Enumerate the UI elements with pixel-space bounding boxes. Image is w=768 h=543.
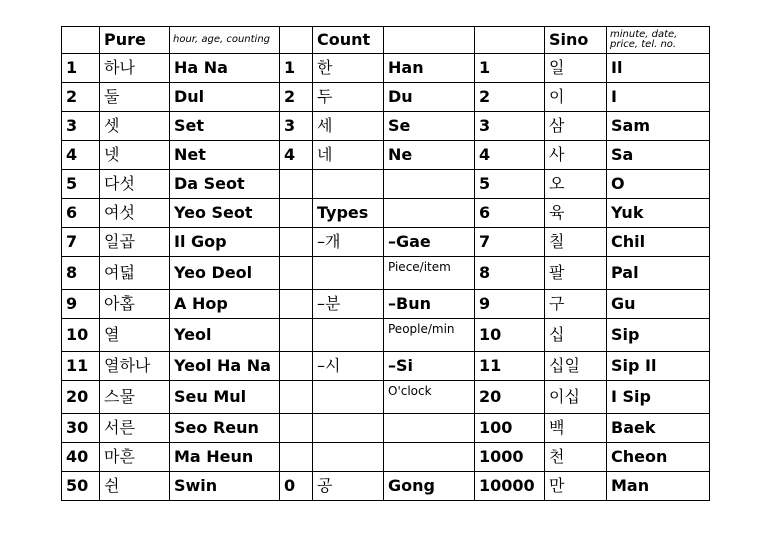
count-romanization: –Gae xyxy=(384,228,475,257)
count-korean xyxy=(313,414,384,443)
header-count: Count xyxy=(313,27,384,54)
count-korean: 공 xyxy=(313,472,384,501)
pure-romanization: Dul xyxy=(170,83,280,112)
table-row xyxy=(62,170,710,199)
sino-romanization: Sa xyxy=(607,141,710,170)
count-number xyxy=(280,228,313,257)
count-number xyxy=(280,352,313,381)
header-pure: Pure xyxy=(100,27,170,54)
sino-korean: 만 xyxy=(545,472,607,501)
pure-romanization: Yeo Seot xyxy=(170,199,280,228)
sino-number: 20 xyxy=(475,381,545,414)
pure-romanization: Il Gop xyxy=(170,228,280,257)
pure-number: 7 xyxy=(62,228,100,257)
sino-romanization: Yuk xyxy=(607,199,710,228)
pure-number: 50 xyxy=(62,472,100,501)
sino-romanization: Cheon xyxy=(607,443,710,472)
sino-romanization: Baek xyxy=(607,414,710,443)
sino-korean: 사 xyxy=(545,141,607,170)
pure-romanization: Yeo Deol xyxy=(170,257,280,290)
header-blank xyxy=(62,27,100,54)
sino-korean: 십일 xyxy=(545,352,607,381)
count-number xyxy=(280,290,313,319)
pure-number: 6 xyxy=(62,199,100,228)
sino-romanization: Sip xyxy=(607,319,710,352)
count-romanization: O'clock xyxy=(384,381,475,414)
pure-romanization: Set xyxy=(170,112,280,141)
sino-romanization: Gu xyxy=(607,290,710,319)
sino-korean: 오 xyxy=(545,170,607,199)
pure-number: 5 xyxy=(62,170,100,199)
sino-korean: 이 xyxy=(545,83,607,112)
sino-korean: 일 xyxy=(545,54,607,83)
sino-romanization: Chil xyxy=(607,228,710,257)
sino-romanization: I Sip xyxy=(607,381,710,414)
count-romanization: Du xyxy=(384,83,475,112)
sino-korean: 천 xyxy=(545,443,607,472)
pure-romanization: Seu Mul xyxy=(170,381,280,414)
table-row xyxy=(62,352,710,381)
count-korean: 한 xyxy=(313,54,384,83)
sino-number: 1000 xyxy=(475,443,545,472)
table-row xyxy=(62,54,710,83)
sino-number: 4 xyxy=(475,141,545,170)
count-romanization xyxy=(384,443,475,472)
count-romanization: Han xyxy=(384,54,475,83)
pure-number: 9 xyxy=(62,290,100,319)
table-row xyxy=(62,141,710,170)
pure-number: 11 xyxy=(62,352,100,381)
table-row xyxy=(62,199,710,228)
count-korean xyxy=(313,381,384,414)
sino-romanization: O xyxy=(607,170,710,199)
sino-korean: 백 xyxy=(545,414,607,443)
sino-number: 7 xyxy=(475,228,545,257)
sino-number: 8 xyxy=(475,257,545,290)
table-row xyxy=(62,443,710,472)
count-romanization: Piece/item xyxy=(384,257,475,290)
count-romanization: –Bun xyxy=(384,290,475,319)
pure-number: 3 xyxy=(62,112,100,141)
count-korean: 세 xyxy=(313,112,384,141)
count-number xyxy=(280,257,313,290)
sino-number: 100 xyxy=(475,414,545,443)
header-sino: Sino xyxy=(545,27,607,54)
table-row xyxy=(62,257,710,290)
sino-korean: 십 xyxy=(545,319,607,352)
count-number xyxy=(280,414,313,443)
pure-number: 40 xyxy=(62,443,100,472)
table-row xyxy=(62,228,710,257)
pure-korean: 일곱 xyxy=(100,228,170,257)
sino-korean: 팔 xyxy=(545,257,607,290)
pure-romanization: Yeol xyxy=(170,319,280,352)
count-romanization: Gong xyxy=(384,472,475,501)
pure-number: 8 xyxy=(62,257,100,290)
sino-korean: 칠 xyxy=(545,228,607,257)
sino-korean: 구 xyxy=(545,290,607,319)
sino-romanization: Sip Il xyxy=(607,352,710,381)
pure-romanization: A Hop xyxy=(170,290,280,319)
table-row xyxy=(62,472,710,501)
count-korean: –분 xyxy=(313,290,384,319)
count-number xyxy=(280,443,313,472)
sino-korean: 이십 xyxy=(545,381,607,414)
pure-korean: 서른 xyxy=(100,414,170,443)
pure-romanization: Seo Reun xyxy=(170,414,280,443)
header-blank xyxy=(384,27,475,54)
count-number xyxy=(280,170,313,199)
count-number xyxy=(280,319,313,352)
pure-korean: 하나 xyxy=(100,54,170,83)
count-number xyxy=(280,381,313,414)
pure-korean: 아홉 xyxy=(100,290,170,319)
sino-number: 1 xyxy=(475,54,545,83)
count-korean: Types xyxy=(313,199,384,228)
count-romanization xyxy=(384,414,475,443)
pure-korean: 쉰 xyxy=(100,472,170,501)
sino-korean: 삼 xyxy=(545,112,607,141)
pure-korean: 둘 xyxy=(100,83,170,112)
header-pure-note: hour, age, counting xyxy=(170,27,280,54)
sino-number: 5 xyxy=(475,170,545,199)
pure-romanization: Ha Na xyxy=(170,54,280,83)
count-korean: –개 xyxy=(313,228,384,257)
table-row xyxy=(62,112,710,141)
pure-romanization: Da Seot xyxy=(170,170,280,199)
count-korean xyxy=(313,170,384,199)
pure-number: 1 xyxy=(62,54,100,83)
count-korean xyxy=(313,319,384,352)
sino-korean: 육 xyxy=(545,199,607,228)
pure-number: 4 xyxy=(62,141,100,170)
header-blank xyxy=(280,27,313,54)
sino-number: 9 xyxy=(475,290,545,319)
pure-korean: 여덟 xyxy=(100,257,170,290)
sino-romanization: Il xyxy=(607,54,710,83)
count-korean: 두 xyxy=(313,83,384,112)
pure-korean: 다섯 xyxy=(100,170,170,199)
pure-romanization: Net xyxy=(170,141,280,170)
pure-number: 2 xyxy=(62,83,100,112)
count-romanization: Se xyxy=(384,112,475,141)
pure-number: 20 xyxy=(62,381,100,414)
pure-romanization: Yeol Ha Na xyxy=(170,352,280,381)
pure-korean: 열 xyxy=(100,319,170,352)
sino-romanization: I xyxy=(607,83,710,112)
pure-korean: 열하나 xyxy=(100,352,170,381)
pure-korean: 마흔 xyxy=(100,443,170,472)
sino-romanization: Pal xyxy=(607,257,710,290)
pure-romanization: Swin xyxy=(170,472,280,501)
pure-number: 10 xyxy=(62,319,100,352)
pure-korean: 셋 xyxy=(100,112,170,141)
pure-korean: 넷 xyxy=(100,141,170,170)
sino-romanization: Sam xyxy=(607,112,710,141)
count-romanization: People/min xyxy=(384,319,475,352)
sino-number: 11 xyxy=(475,352,545,381)
sino-number: 3 xyxy=(475,112,545,141)
header-row xyxy=(62,27,710,54)
count-korean xyxy=(313,443,384,472)
table-row xyxy=(62,319,710,352)
table-body xyxy=(62,54,710,501)
pure-korean: 여섯 xyxy=(100,199,170,228)
pure-korean: 스물 xyxy=(100,381,170,414)
count-korean: –시 xyxy=(313,352,384,381)
sino-number: 2 xyxy=(475,83,545,112)
sino-number: 10000 xyxy=(475,472,545,501)
pure-number: 30 xyxy=(62,414,100,443)
count-korean xyxy=(313,257,384,290)
sino-number: 6 xyxy=(475,199,545,228)
count-number xyxy=(280,199,313,228)
count-number: 0 xyxy=(280,472,313,501)
count-romanization: Ne xyxy=(384,141,475,170)
count-number: 3 xyxy=(280,112,313,141)
count-number: 1 xyxy=(280,54,313,83)
table-row xyxy=(62,290,710,319)
table-row xyxy=(62,414,710,443)
count-romanization xyxy=(384,199,475,228)
count-romanization xyxy=(384,170,475,199)
pure-romanization: Ma Heun xyxy=(170,443,280,472)
count-number: 2 xyxy=(280,83,313,112)
header-blank xyxy=(475,27,545,54)
table-row xyxy=(62,381,710,414)
korean-numbers-table xyxy=(61,26,710,501)
count-number: 4 xyxy=(280,141,313,170)
header-sino-note: minute, date, price, tel. no. xyxy=(607,27,710,54)
table-row xyxy=(62,83,710,112)
count-romanization: –Si xyxy=(384,352,475,381)
sino-number: 10 xyxy=(475,319,545,352)
sino-romanization: Man xyxy=(607,472,710,501)
count-korean: 네 xyxy=(313,141,384,170)
